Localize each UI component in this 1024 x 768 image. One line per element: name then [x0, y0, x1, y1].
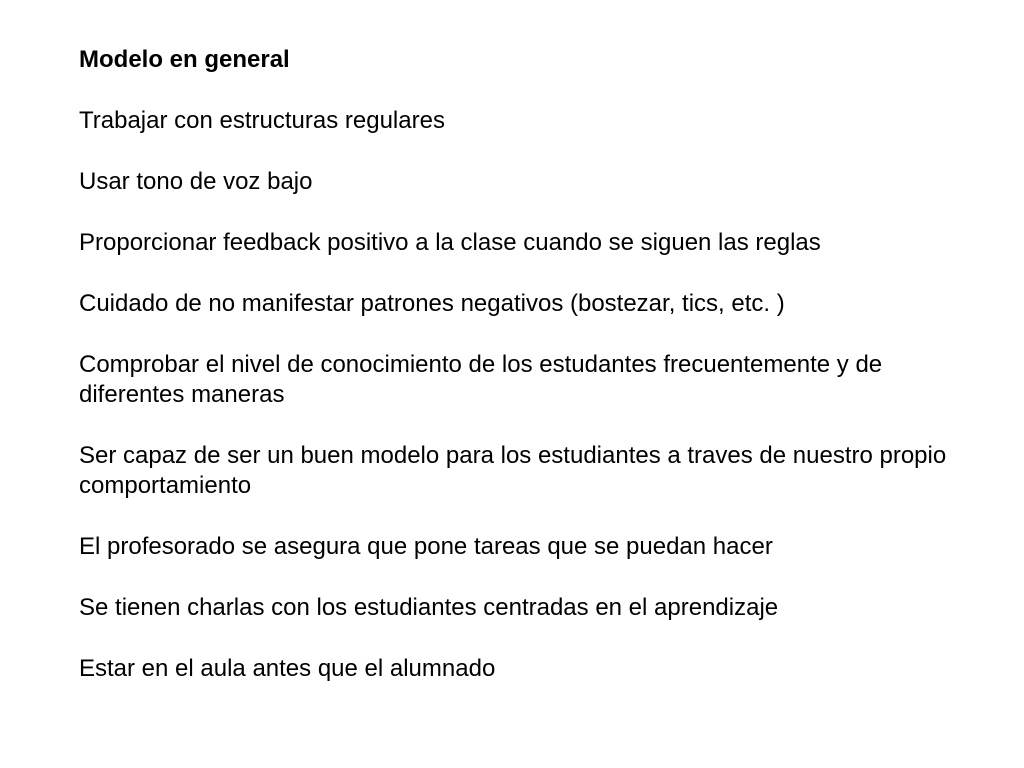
- slide-item-2: Usar tono de voz bajo: [79, 168, 313, 195]
- slide-item-7: El profesorado se asegura que pone tareas que se puedan hacer: [79, 533, 773, 560]
- slide-item-3: Proporcionar feedback positivo a la clase cuando se siguen las reglas: [79, 229, 821, 256]
- slide-item-5: Comprobar el nivel de conocimiento de los estudantes frecuentemente y de diferentes maneras: [79, 351, 883, 408]
- slide-item-6: Ser capaz de ser un buen modelo para los estudiantes a traves de nuestro propio comportamiento: [79, 442, 947, 499]
- slide-item-4: Cuidado de no manifestar patrones negativos (bostezar, tics, etc. ): [79, 290, 785, 317]
- slide-item-9: Estar en el aula antes que el alumnado: [79, 655, 496, 682]
- slide-content: [79, 45, 959, 684]
- slide-item-1: Trabajar con estructuras regulares: [79, 107, 445, 134]
- slide-title: Modelo en general: [79, 46, 290, 73]
- slide-item-8: Se tienen charlas con los estudiantes centradas en el aprendizaje: [79, 594, 779, 621]
